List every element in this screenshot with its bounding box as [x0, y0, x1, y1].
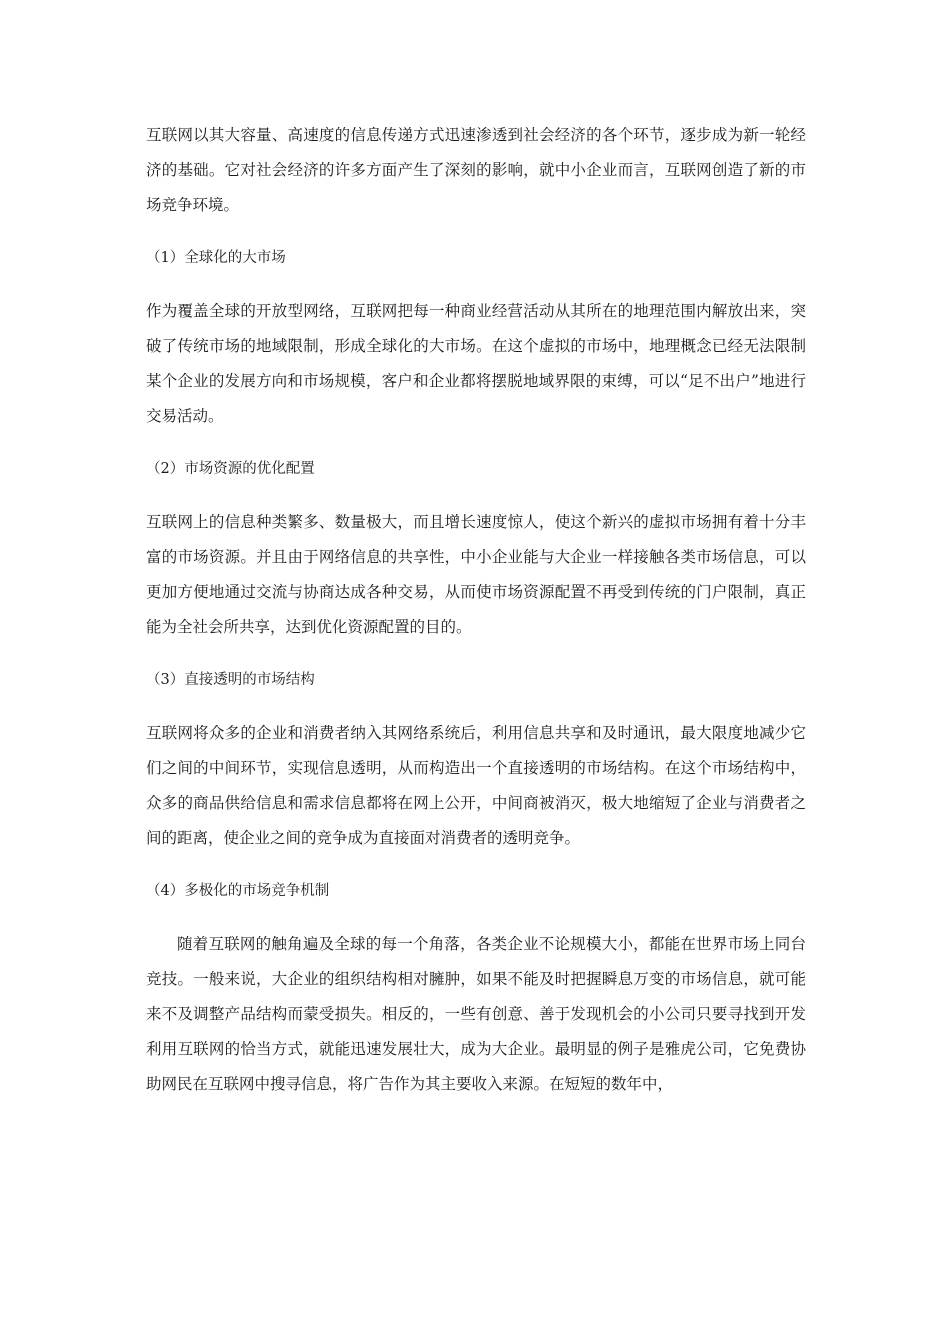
section-4-paragraph: 随着互联网的触角遍及全球的每一个角落，各类企业不论规模大小，都能在世界市场上同台竞技。一般来说，大企业的组织结构相对臃肿，如果不能及时把握瞬息万变的市场信息，就可能来不及调整产品结构而蒙受损失。相反的，一些有创意、善于发现机会的小公司只要寻找到开发利用互联网的恰当方式，就能迅速发展壮大，成为大企业。最明显的例子是雅虎公司，它免费协助网民在互联网中搜寻信息，将广告作为其主要收入来源。在短短的数年中， — [146, 935, 806, 1093]
section-1-paragraph: 作为覆盖全球的开放型网络，互联网把每一种商业经营活动从其所在的地理范围内解放出来，突破了传统市场的地域限制，形成全球化的大市场。在这个虚拟的市场中，地理概念已经无法限制某个企业的发展方向和市场规模，客户和企业都将摆脱地域界限的束缚，可以“足不出户”地进行交易活动。 — [146, 302, 806, 425]
section-2-paragraph: 互联网上的信息种类繁多、数量极大，而且增长速度惊人，使这个新兴的虚拟市场拥有着十分丰富的市场资源。并且由于网络信息的共享性，中小企业能与大企业一样接触各类市场信息，可以更加方便地通过交流与协商达成各种交易，从而使市场资源配置不再受到传统的门户限制，真正能为全社会所共享，达到优化资源配置的目的。 — [146, 513, 806, 636]
intro-paragraph: 互联网以其大容量、高速度的信息传递方式迅速渗透到社会经济的各个环节，逐步成为新一轮经济的基础。它对社会经济的许多方面产生了深刻的影响，就中小企业而言，互联网创造了新的市场竞争环境。 — [146, 126, 806, 214]
section-heading-3: （3）直接透明的市场结构 — [146, 672, 315, 688]
section-heading-1: （1）全球化的大市场 — [146, 250, 286, 266]
section-heading-4: （4）多极化的市场竞争机制 — [146, 883, 330, 899]
section-3-paragraph: 互联网将众多的企业和消费者纳入其网络系统后，利用信息共享和及时通讯，最大限度地减少它们之间的中间环节，实现信息透明，从而构造出一个直接透明的市场结构。在这个市场结构中，众多的商品供给信息和需求信息都将在网上公开，中间商被消灭，极大地缩短了企业与消费者之间的距离，使企业之间的竞争成为直接面对消费者的透明竞争。 — [146, 724, 806, 847]
document-body — [146, 118, 806, 1120]
section-heading-2: （2）市场资源的优化配置 — [146, 461, 315, 477]
